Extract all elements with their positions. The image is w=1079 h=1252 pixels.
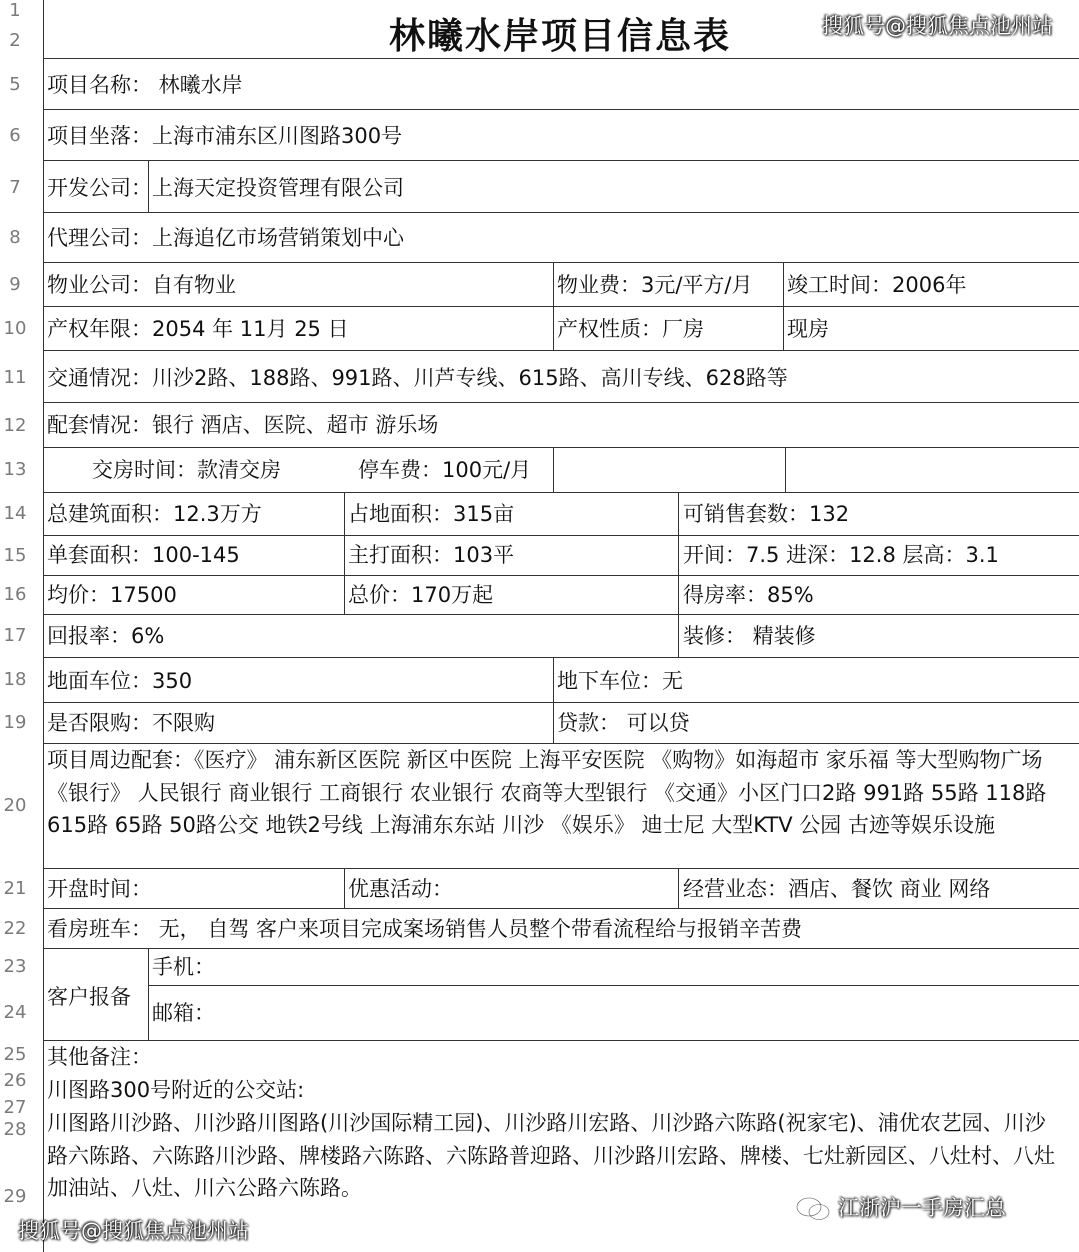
property-term: 产权年限：2054 年 11月 25 日 [47,317,349,341]
row-divider [43,402,1079,403]
row-number: 24 [3,1002,27,1023]
row-number: 15 [3,545,27,566]
row-number: 22 [3,918,27,939]
ground-parking: 地面车位：350 [47,669,193,693]
delivery-time: 交房时间：款清交房 [92,458,281,482]
row-divider [43,948,1079,949]
row-number: 23 [3,956,27,977]
total-price: 总价：170万起 [348,583,494,607]
email-field: 邮箱： [152,1001,215,1025]
developer-value: 上海天定投资管理有限公司 [152,176,404,200]
row-divider [43,492,1079,493]
row-number: 1 [9,0,21,21]
business-type: 经营业态：酒店、餐饮 商业 网络 [683,877,991,901]
unit-area: 单套面积：100-145 [47,543,240,567]
land-area: 占地面积：315亩 [348,502,515,526]
row-divider [43,868,1079,869]
bus-stops-list: 川图路川沙路、川沙路川图路(川沙国际精工园)、川沙路川宏路、川沙路六陈路(祝家宅)、浦优农艺园、川沙路六陈路、六陈路川沙路、牌楼路六陈路、六陈路普迎路、川沙路川宏路、牌楼、七灶新园区、八灶村、八灶加油站、八灶、川六公路六陈路。 [47,1111,1055,1200]
col-divider [678,492,679,657]
unit-dimensions: 开间：7.5 进深：12.8 层高：3.1 [683,543,999,567]
surroundings: 项目周边配套：《医疗》 浦东新区医院 新区中医院 上海平安医院 《购物》如海超市 家乐福 等大型购物广场 《银行》 人民银行 商业银行 工商银行 农业银行 农商等大型银行 《交通》小区门口2路 991路 55路 118路 615路 65路 50路公交 地铁2号线 上海浦东东站 川沙 《娱乐》 迪士尼 大型KTV 公园 古迹等娱乐设施 [47,748,1047,837]
row-number: 7 [9,177,21,198]
project-name: 项目名称： 林曦水岸 [47,73,243,97]
row-divider [43,535,1079,536]
row-number: 21 [3,878,27,899]
row-divider [43,262,1079,263]
row-number: 25 [3,1044,27,1065]
underground-parking: 地下车位：无 [557,669,683,693]
row-number: 13 [3,459,27,480]
row-divider [43,212,1079,213]
row-number: 18 [3,669,27,690]
row-divider [43,109,1079,110]
left-border [43,0,44,1252]
total-area: 总建筑面积：12.3万方 [47,502,262,526]
row-number: 8 [9,227,21,248]
property-fee: 物业费：3元/平方/月 [557,273,753,297]
col-divider [553,262,554,350]
shuttle-bus: 看房班车： 无， 自驾 客户来项目完成案场销售人员整个带看流程给与报销辛苦费 [47,917,803,941]
row-divider [43,447,1079,448]
current-status: 现房 [787,317,829,341]
opening-time: 开盘时间： [47,877,152,901]
parking-fee: 停车费：100元/月 [358,458,532,482]
property-nature: 产权性质：厂房 [557,317,704,341]
watermark-top: 搜狐号@搜狐焦点池州站 [822,14,1053,38]
row-number: 5 [9,74,21,95]
promotion: 优惠活动： [348,877,453,901]
row-number: 12 [3,415,27,436]
row-number: 6 [9,125,21,146]
row-number: 10 [3,318,27,339]
remarks-label: 其他备注： [47,1045,152,1069]
row-divider [148,985,1079,986]
col-divider [344,868,345,908]
col-divider [553,657,554,743]
row-number: 11 [3,367,27,388]
row-divider [43,575,1079,576]
row-number: 28 [3,1119,27,1140]
units-for-sale: 可销售套数：132 [683,502,850,526]
row-divider [43,1040,1079,1041]
row-number: 2 [9,30,21,51]
traffic: 交通情况：川沙2路、188路、991路、川芦专线、615路、高川专线、628路等 [47,366,788,390]
col-divider [785,447,786,492]
bus-stops-title: 川图路300号附近的公交站: [47,1078,305,1102]
row-number: 26 [3,1070,27,1091]
row-divider [43,614,1079,615]
main-area: 主打面积：103平 [348,543,515,567]
project-location: 项目坐落：上海市浦东区川图路300号 [47,124,403,148]
page-title: 林曦水岸项目信息表 [388,16,731,57]
average-price: 均价：17500 [47,583,177,607]
row-number: 17 [3,625,27,646]
col-divider [553,447,554,492]
row-divider [43,702,1079,703]
row-number: 29 [3,1186,27,1207]
row-divider [43,908,1079,909]
property-company: 物业公司：自有物业 [47,273,236,297]
row-number: 19 [3,712,27,733]
row-number: 20 [3,795,27,816]
row-divider [43,657,1079,658]
row-number: 14 [3,503,27,524]
row-divider [43,160,1079,161]
col-divider [678,868,679,908]
purchase-restriction: 是否限购：不限购 [47,711,215,735]
col-divider [783,262,784,350]
developer-label: 开发公司： [47,176,152,200]
phone-field: 手机： [152,955,215,979]
col-divider [148,948,149,1040]
decoration: 装修： 精装修 [683,624,816,648]
row-divider [43,350,1079,351]
completion-time: 竣工时间：2006年 [787,273,967,297]
watermark-bottom: 搜狐号@搜狐焦点池州站 [18,1219,249,1243]
agent-company: 代理公司：上海追亿市场营销策划中心 [47,226,404,250]
watermark-wechat: 江浙沪一手房汇总 [838,1196,1006,1220]
client-report-label: 客户报备 [47,985,131,1009]
efficiency-rate: 得房率：85% [683,583,814,607]
row-number: 9 [9,274,21,295]
row-number: 16 [3,584,27,605]
row-divider [43,306,1079,307]
return-rate: 回报率：6% [47,624,165,648]
row-number: 27 [3,1097,27,1118]
loan: 贷款： 可以贷 [557,711,690,735]
wechat-icon [795,1196,831,1222]
facilities: 配套情况：银行 酒店、医院、超市 游乐场 [47,413,439,437]
col-divider [344,492,345,614]
